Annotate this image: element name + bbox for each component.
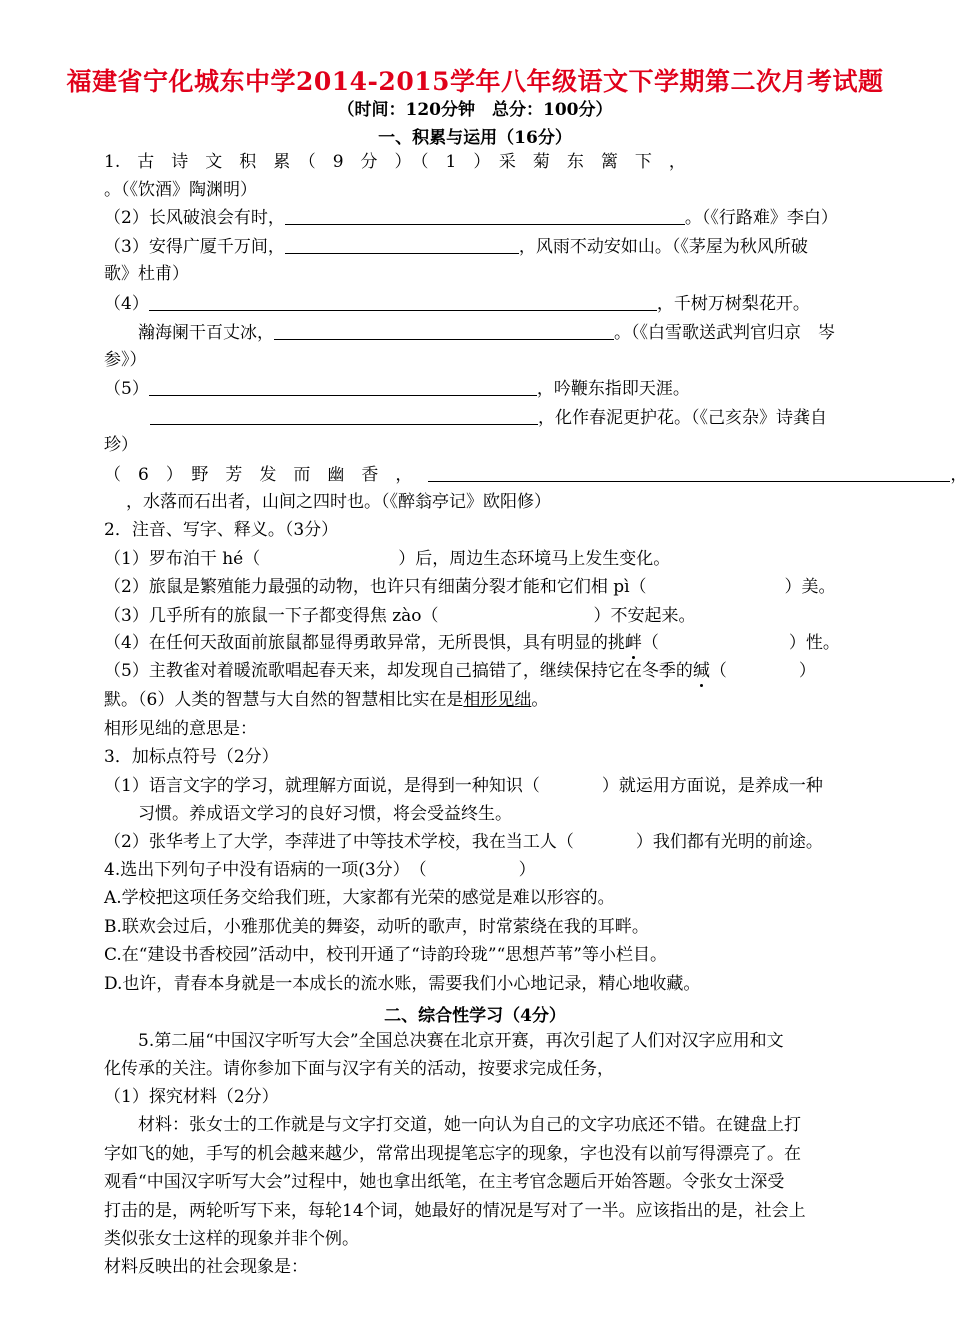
q1-part5-cont: 珍） — [104, 435, 138, 455]
exam-meta: （时间：120分钟 总分：100分） — [337, 100, 613, 120]
q4-option-c: C.在“建设书香校园”活动中，校刊开通了“诗韵玲珑”“思想芦苇”等小栏目。 — [104, 945, 667, 965]
q1-line2: 。（《饮酒》陶渊明） — [104, 180, 257, 200]
q4-option-b: B.联欢会过后，小雅那优美的舞姿，动听的歌声，时常萦绕在我的耳畔。 — [104, 917, 649, 937]
q4-option-a: A.学校把这项任务交给我们班，大家都有光荣的感觉是难以形容的。 — [104, 888, 615, 908]
q1-part6-cont: ，水落而石出者，山间之四时也。（《醉翁亭记》欧阳修） — [126, 492, 551, 512]
answer-blank[interactable] — [285, 206, 685, 225]
q3-item2: （2）张华考上了大学，李萍进了中等技术学校，我在当工人（ ）我们都有光明的前途。 — [104, 832, 823, 852]
q2-item6: 默。（6）人类的智慧与大自然的智慧相比实在是相形见绌。 — [104, 690, 549, 710]
q1-part6: （ 6 ） 野 芳 发 而 幽 香 ， ， — [104, 465, 967, 485]
answer-blank[interactable] — [285, 235, 519, 254]
q5-material-3: 观看“中国汉字听写大会”过程中，她也拿出纸笔，在主考官念题后开始答题。令张女士深受 — [104, 1172, 785, 1192]
q1-part5: （5） ，吟鞭东指即天涯。 — [104, 379, 690, 399]
q2-item5: （5）主教雀对着暖流歌唱起春天来，却发现自己搞错了，继续保持它在冬季的缄（ ） — [104, 661, 816, 681]
q1-line1: 1. 古 诗 文 积 累 （ 9 分 ） （ 1 ） 采 菊 东 篱 下 ， — [104, 152, 686, 172]
q5-material-6: 材料反映出的社会现象是： — [104, 1257, 308, 1277]
q3-heading: 3．加标点符号（2分） — [104, 747, 279, 767]
q2-item4: （4）在任何天敌面前旅鼠都显得勇敢异常，无所畏惧，具有明显的挑衅（ ）性。 — [104, 633, 840, 653]
q1-part5-b: ，化作春泥更护花。（《己亥杂》诗龚自 — [150, 406, 827, 429]
q5-line1: 5.第二届“中国汉字听写大会”全国总决赛在北京开赛，再次引起了人们对汉字应用和文 — [138, 1031, 784, 1051]
q5-material-2: 字如飞的她，手写的机会越来越少，常常出现提笔忘字的现象，字也没有以前写得漂亮了。在 — [104, 1144, 801, 1164]
q2-item2: （2）旅鼠是繁殖能力最强的动物，也许只有细菌分裂才能和它们相 pì（ ）美。 — [104, 577, 836, 597]
q5-material-4: 打击的是，两轮听写下来，每轮14个词，她最好的情况是写对了一半。应该指出的是，社会上 — [104, 1201, 806, 1221]
q2-heading: 2．注音、写字、释义。（3分） — [104, 520, 339, 540]
q1-part4-b: 瀚海阑干百丈冰， 。（《白雪歌送武判官归京 岑 — [138, 323, 835, 343]
section-heading-2: 二、综合性学习（4分） — [384, 1006, 566, 1026]
q1-part4: （4） ，千树万树梨花开。 — [104, 294, 810, 314]
q1-part3: （3）安得广厦千万间， ，风雨不动安如山。（《茅屋为秋风所破 — [104, 237, 808, 257]
answer-blank[interactable] — [150, 406, 538, 425]
q5-material-5: 类似张女士这样的现象并非个例。 — [104, 1229, 359, 1249]
q4-option-d: D.也许，青春本身就是一本成长的流水账，需要我们小心地记录，精心地收藏。 — [104, 974, 701, 994]
q2-item3: （3）几乎所有的旅鼠一下子都变得焦 zào（ ）不安起来。 — [104, 606, 696, 626]
q2-item1: （1）罗布泊干 hé（ ）后，周边生态环境马上发生变化。 — [104, 549, 671, 569]
answer-blank[interactable] — [149, 292, 657, 311]
answer-blank[interactable] — [428, 463, 950, 482]
q3-item1: （1）语言文字的学习，就理解方面说，是得到一种知识（ ）就运用方面说，是养成一种 — [104, 776, 823, 796]
q1-part2: （2）长风破浪会有时， 。（《行路难》李白） — [104, 208, 838, 228]
q3-item1-cont: 习惯。养成语文学习的良好习惯，将会受益终生。 — [138, 804, 512, 824]
q1-part4-cont: 参》） — [104, 350, 147, 370]
q5-material-1: 材料：张女士的工作就是与文字打交道，她一向认为自己的文字功底还不错。在键盘上打 — [138, 1115, 801, 1135]
answer-blank[interactable] — [149, 377, 537, 396]
q5-line3: （1）探究材料（2分） — [104, 1087, 279, 1107]
exam-title: 福建省宁化城东中学2014-2015学年八年级语文下学期第二次月考试题 — [66, 67, 884, 96]
section-heading-1: 一、积累与运用（16分） — [378, 128, 572, 148]
answer-blank[interactable] — [274, 321, 614, 340]
q5-line2: 化传承的关注。请你参加下面与汉字有关的活动，按要求完成任务， — [104, 1059, 614, 1079]
q2-item7: 相形见绌的意思是： — [104, 719, 257, 739]
q4-heading: 4.选出下列句子中没有语病的一项(3分） （ ） — [104, 860, 536, 880]
q1-part3-cont: 歌》杜甫） — [104, 264, 189, 284]
